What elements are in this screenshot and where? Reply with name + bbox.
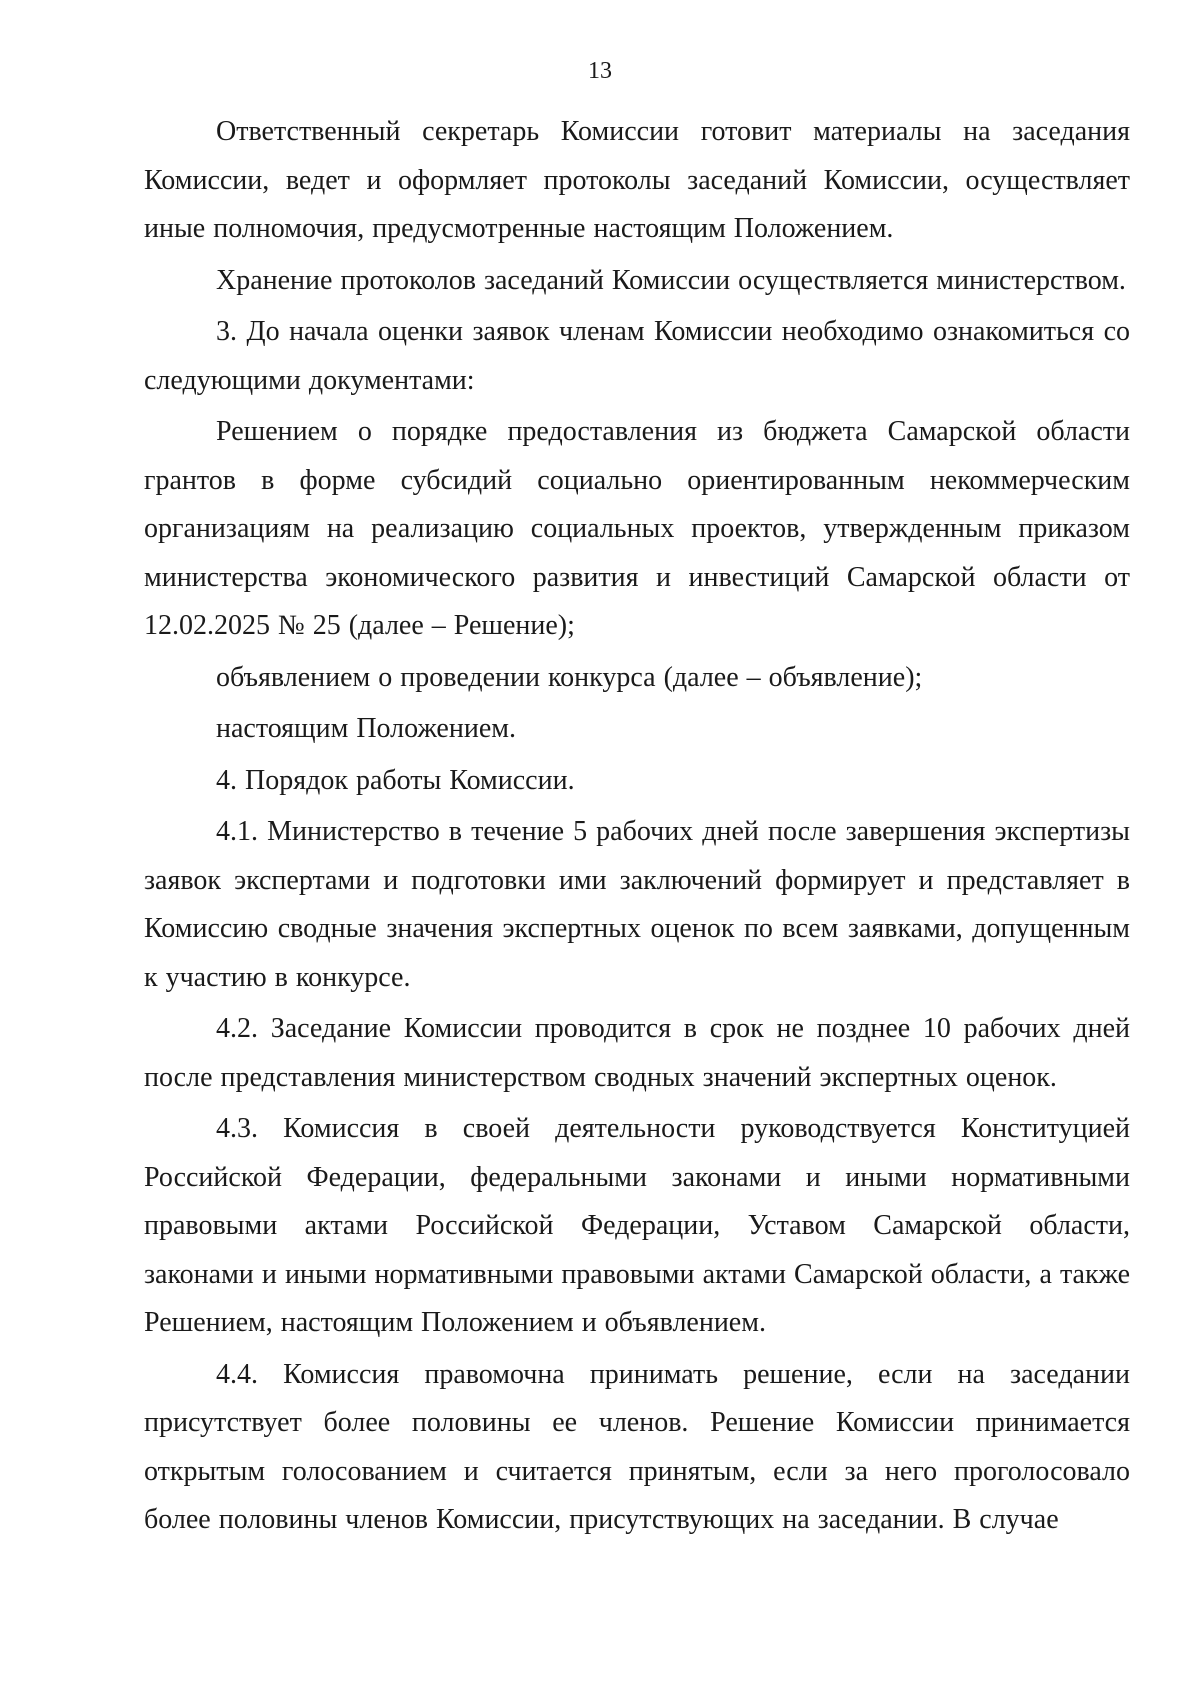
paragraph-section-4-4: 4.4. Комиссия правомочна принимать решение, если на заседании присутствует более половины ее членов. Решение Комиссии принимается открытым голосованием и считается принятым, если за него проголосовало более половины членов Комиссии, присутствующих на заседании. В случае	[144, 1358, 1130, 1535]
paragraph-section-4-2: 4.2. Заседание Комиссии проводится в срок не позднее 10 рабочих дней после представления министерством сводных значений экспертных оценок.	[144, 1013, 1130, 1093]
paragraph-decision-reference: Решением о порядке предоставления из бюджета Самарской области грантов в форме субсидий социально ориентированным некоммерческим организациям на реализацию социальных проектов, утвержденным приказом министерства экономического развития и инвестиций Самарской области от 12.02.2025 № 25 (далее – Решение);	[144, 416, 1130, 641]
paragraph-this-regulation: настоящим Положением.	[216, 713, 516, 744]
page-number: 13	[588, 58, 612, 84]
document-body	[144, 108, 1130, 1548]
paragraph-section-4-heading: 4. Порядок работы Комиссии.	[216, 764, 575, 796]
paragraph-section-3: 3. До начала оценки заявок членам Комиссии необходимо ознакомиться со следующими документами:	[144, 316, 1130, 396]
paragraph-section-4-3: 4.3. Комиссия в своей деятельности руководствуется Конституцией Российской Федерации, федеральными законами и иными нормативными правовыми актами Российской Федерации, Уставом Самарской области, законами и иными нормативными правовыми актами Самарской области, а также Решением, настоящим Положением и объявлением.	[144, 1113, 1130, 1338]
paragraph-section-4-1: 4.1. Министерство в течение 5 рабочих дней после завершения экспертизы заявок экспертами и подготовки ими заключений формирует и представляет в Комиссию сводные значения экспертных оценок по всем заявками, допущенным к участию в конкурсе.	[144, 816, 1130, 993]
paragraph-protocol-storage: Хранение протоколов заседаний Комиссии осуществляется министерством.	[216, 264, 1126, 296]
paragraph-announcement: объявлением о проведении конкурса (далее – объявление);	[216, 661, 923, 693]
paragraph-secretary-duties: Ответственный секретарь Комиссии готовит материалы на заседания Комиссии, ведет и оформляет протоколы заседаний Комиссии, осуществляет иные полномочия, предусмотренные настоящим Положением.	[144, 116, 1130, 244]
